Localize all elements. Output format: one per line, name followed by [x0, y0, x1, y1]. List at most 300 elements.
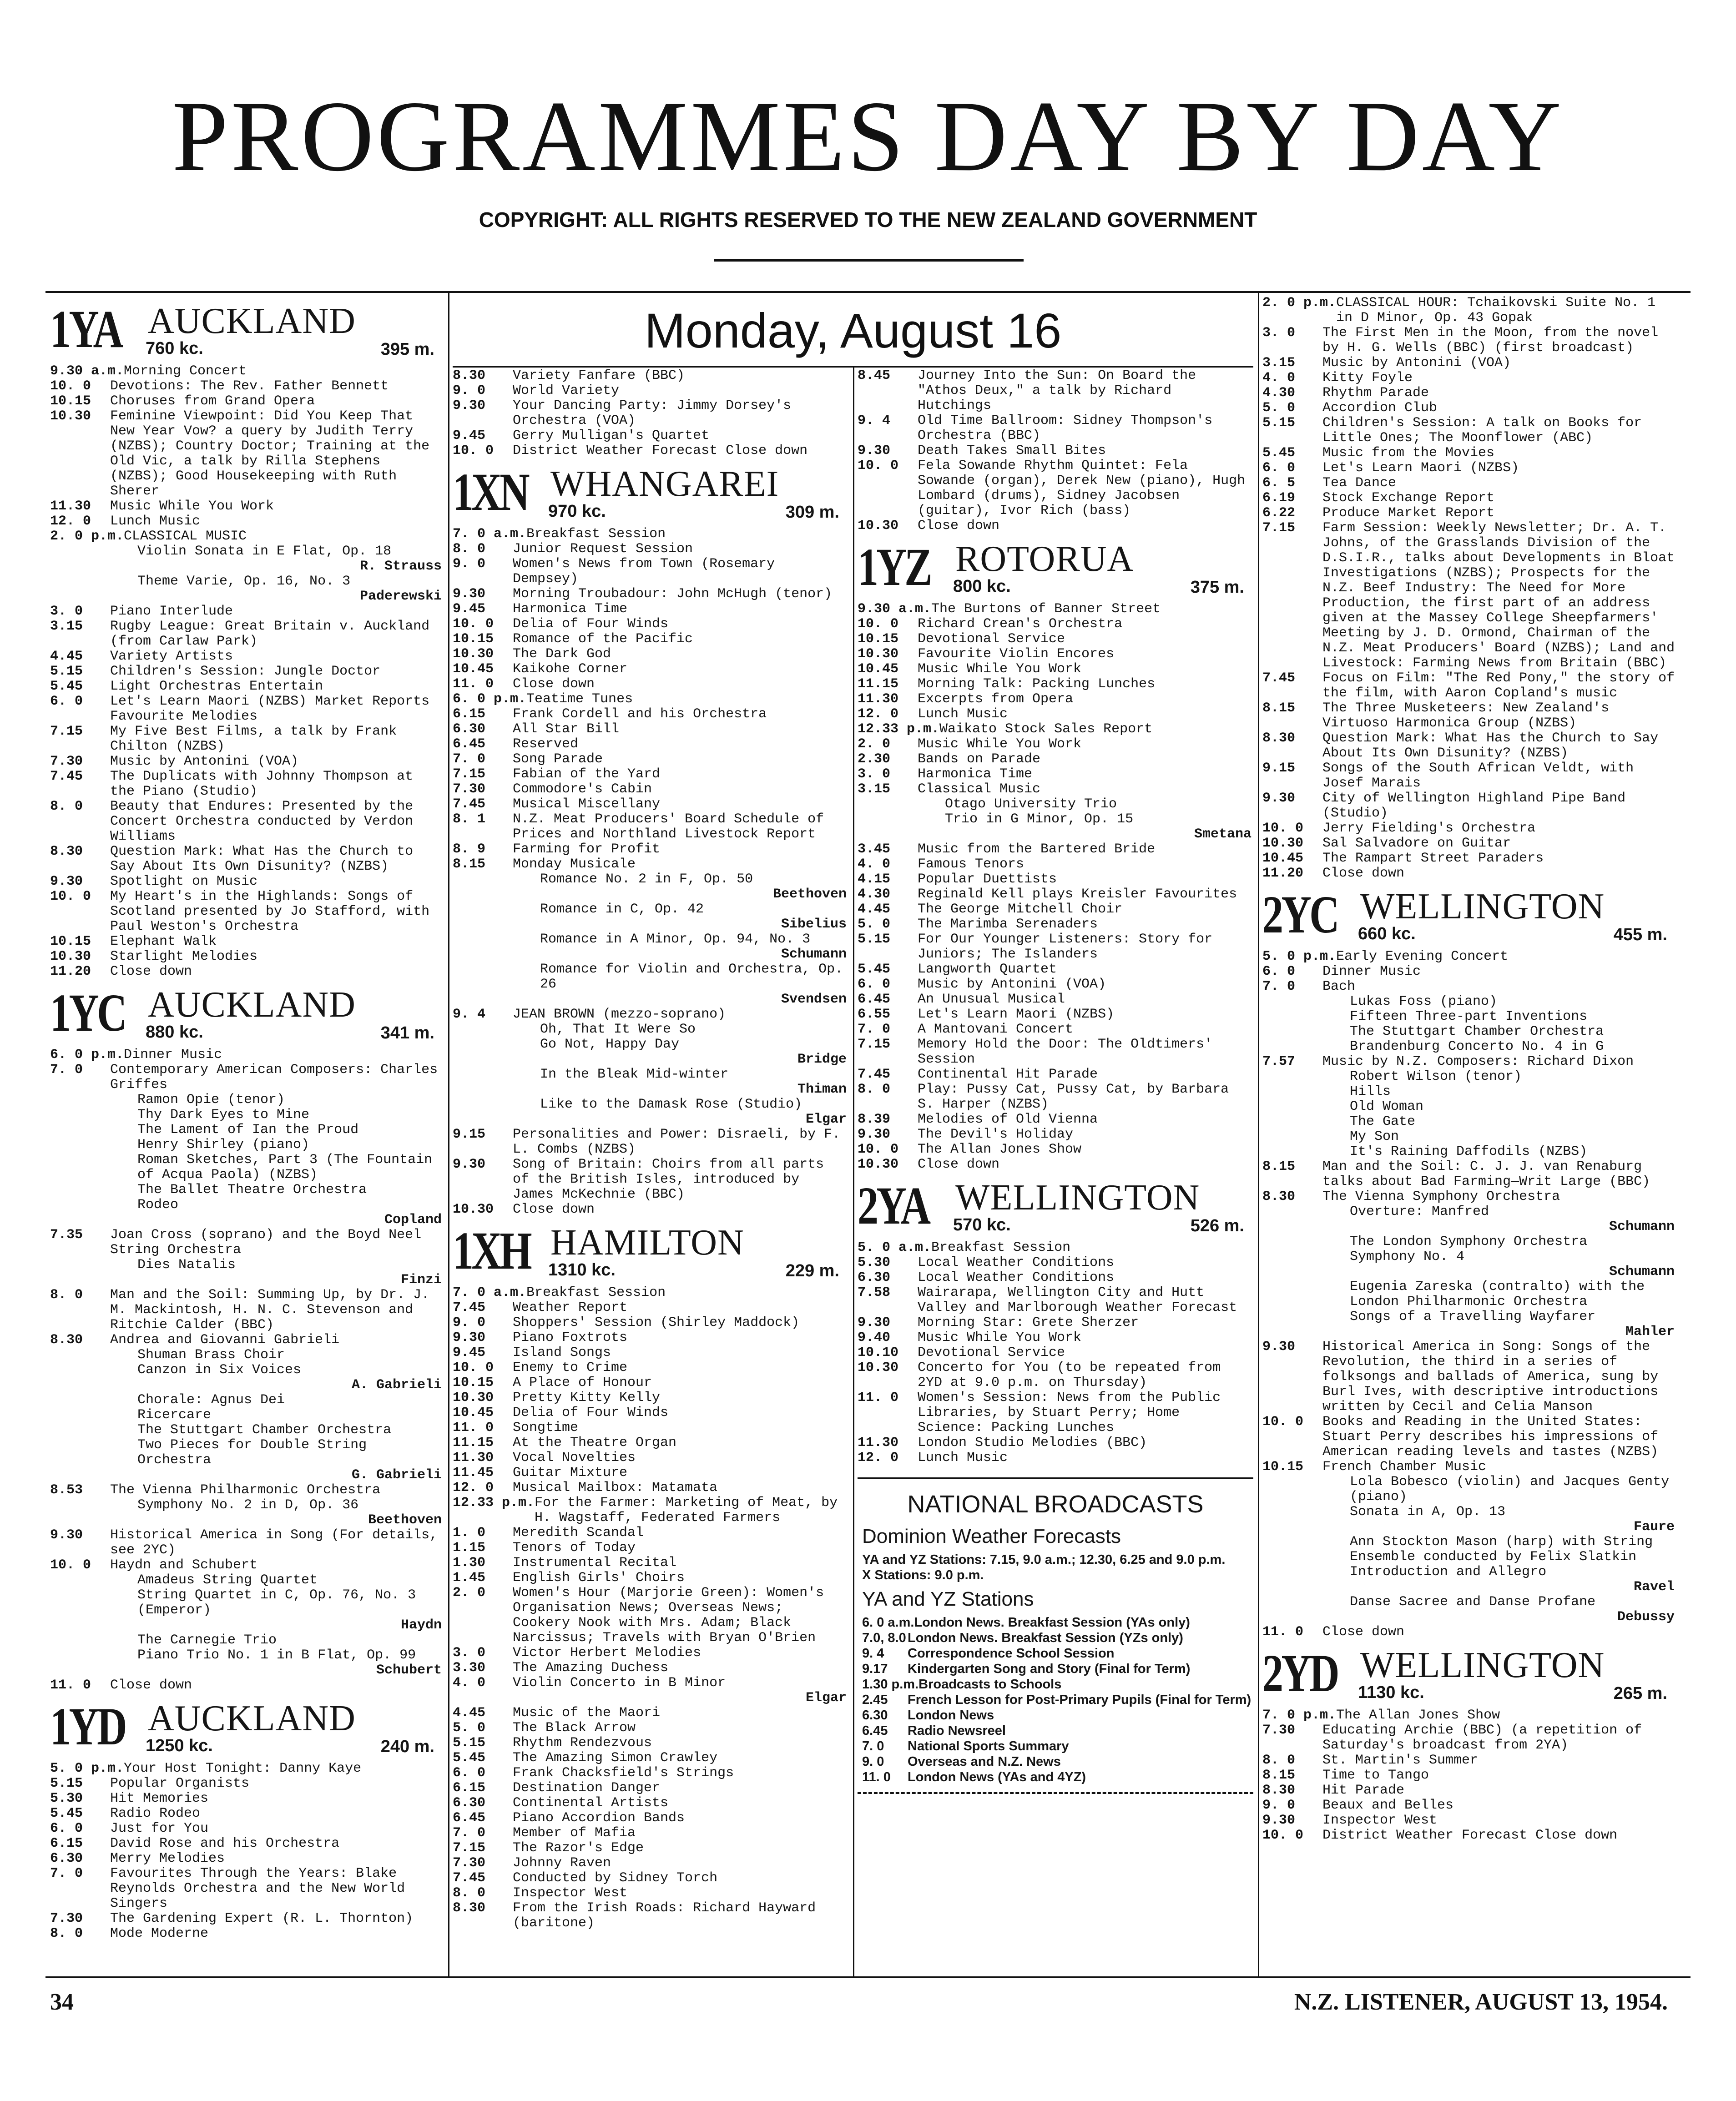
- programme-time: 6.30: [858, 1270, 891, 1285]
- station-wavelength: 526 m.: [1190, 1216, 1244, 1235]
- programme-time: 5.30: [50, 1791, 83, 1806]
- programme-time: 12. 0: [858, 706, 899, 722]
- programme-time: 10. 0: [50, 378, 91, 394]
- programme-title: Langworth Quartet: [918, 962, 1057, 977]
- programme-title: Let's Learn Maori (NZBS): [1322, 460, 1519, 476]
- programme-item: [453, 812, 848, 842]
- programme-item: [453, 1157, 848, 1202]
- programme-time: 10. 0: [858, 1142, 899, 1157]
- programme-item: [858, 842, 1253, 857]
- programme-title: Historical America in Song (For details, see 2YC): [110, 1527, 438, 1558]
- programme-title: Old Woman: [1350, 1099, 1424, 1114]
- programme-title: The Amazing Duchess: [513, 1660, 669, 1676]
- programme-item: [1262, 1159, 1676, 1189]
- programme-item: [858, 413, 1253, 443]
- programme-item: [453, 1586, 848, 1646]
- programme-title: Musical Miscellany: [513, 796, 661, 812]
- programme-title: Light Orchestras Entertain: [110, 679, 323, 694]
- programme-time: 11. 0: [1262, 1624, 1304, 1640]
- programme-title: Wairarapa, Wellington City and Hutt Valley and Marlborough Weather Forecast: [918, 1285, 1237, 1315]
- programme-item: [1262, 1009, 1676, 1024]
- station-city: AUCKLAND: [148, 1698, 356, 1738]
- programme-time: 5.30: [858, 1255, 891, 1270]
- programme-item: [1262, 1625, 1676, 1640]
- programme-item: [858, 977, 1253, 992]
- programme-title: Danse Sacree and Danse Profane: [1350, 1594, 1596, 1610]
- programme-item: [1262, 1054, 1676, 1069]
- programme-time: 10. 0: [1262, 1414, 1304, 1430]
- programme-time: 10.30: [858, 1360, 899, 1375]
- programme-item: [453, 962, 848, 992]
- programme-item: [858, 722, 1253, 737]
- programme-item: [453, 368, 848, 383]
- programme-item: [50, 379, 444, 394]
- programme-item: [453, 662, 848, 677]
- station-call-sign: 2YD: [1262, 1643, 1337, 1703]
- programme-time: 5. 0 p.m.: [50, 1761, 124, 1776]
- programme-title: Rodeo: [137, 1197, 179, 1213]
- programme-item: [50, 574, 444, 589]
- programme-title: For the Farmer: Marketing of Meat, by H. Wagstaff, Federated Farmers: [535, 1495, 838, 1526]
- programme-time: 6.15: [50, 1836, 83, 1851]
- programme-time: 2. 0 p.m.: [50, 529, 124, 544]
- programme-title: Correspondence School Session: [908, 1646, 1115, 1661]
- station-header: [453, 1222, 848, 1282]
- programme-item: [1262, 979, 1676, 994]
- programme-time: 6. 0 p.m.: [50, 1047, 124, 1063]
- programme-item: [858, 1391, 1253, 1436]
- programme-item: [1262, 371, 1676, 386]
- programme-time: 7.15: [50, 724, 83, 739]
- programme-item: [1262, 296, 1676, 326]
- programme-time: 10.30: [858, 1157, 899, 1172]
- programme-item: [50, 1093, 444, 1108]
- programme-item: [453, 1496, 848, 1526]
- programme-title: Variety Fanfare (BBC): [513, 368, 685, 383]
- programme-title: Conducted by Sidney Torch: [513, 1870, 718, 1886]
- programme-title: An Unusual Musical: [918, 992, 1065, 1007]
- programme-time: 11.15: [858, 676, 899, 692]
- programme-item: [50, 889, 444, 934]
- programme-item: [453, 527, 848, 542]
- programme-item: [858, 1285, 1253, 1315]
- programme-item: [50, 1228, 444, 1258]
- programme-item: [50, 724, 444, 754]
- programme-time: 10.30: [453, 1202, 494, 1217]
- programme-title: French Lesson for Post-Primary Pupils (Final for Term): [908, 1693, 1252, 1707]
- programme-item: [1262, 446, 1676, 461]
- programme-time: 9.30 a.m.: [858, 601, 932, 617]
- programme-time: 3. 0: [50, 604, 83, 619]
- programme-time: 7.0, 8.0: [862, 1631, 906, 1645]
- programme-title: The Burtons of Banner Street: [931, 601, 1161, 617]
- programme-item: [858, 1112, 1253, 1127]
- programme-item: [858, 443, 1253, 458]
- programme-title: Women's News from Town (Rosemary Dempsey): [513, 556, 775, 587]
- programme-item: [858, 1270, 1253, 1285]
- programme-item: [453, 1345, 848, 1360]
- programme-item: [453, 1556, 848, 1571]
- programme-time: 5. 0: [1262, 400, 1296, 416]
- day-heading: Monday, August 16: [644, 303, 1062, 358]
- programme-item: [858, 617, 1253, 632]
- programme-time: 7.45: [50, 769, 83, 784]
- programme-title: Educating Archie (BBC) (a repetition of Saturday's broadcast from 2YA): [1322, 1723, 1642, 1753]
- programme-item: [858, 707, 1253, 722]
- programme-time: 11. 0: [858, 1390, 899, 1406]
- programme-time: 9. 0: [1262, 1798, 1296, 1813]
- programme-time: 1. 0: [453, 1525, 486, 1541]
- programme-time: 9. 0: [453, 556, 486, 572]
- programme-item: [1262, 326, 1676, 356]
- programme-time: 11.30: [50, 499, 91, 514]
- weather-forecasts-heading: Dominion Weather Forecasts: [862, 1525, 1121, 1547]
- programme-item: [1262, 821, 1676, 836]
- station-frequency: 760 kc.: [146, 339, 203, 358]
- programme-title: Instrumental Recital: [513, 1555, 677, 1571]
- programme-title: Let's Learn Maori (NZBS) Market Reports Favourite Melodies: [110, 694, 430, 724]
- programme-time: 7.30: [1262, 1723, 1296, 1738]
- programme-item: [1262, 386, 1676, 401]
- programme-item: [50, 1048, 444, 1063]
- programme-title: Gerry Mulligan's Quartet: [513, 428, 710, 443]
- programme-item: [453, 557, 848, 587]
- programme-title: Contemporary American Composers: Charles Griffes: [110, 1062, 438, 1093]
- programme-title: Early Evening Concert: [1336, 949, 1509, 964]
- page-title: PROGRAMMES DAY BY DAY: [172, 81, 1564, 192]
- programme-item: [50, 1153, 444, 1183]
- station-header: [858, 1177, 1253, 1237]
- programme-item: [453, 737, 848, 752]
- programme-time: 2.30: [858, 751, 891, 767]
- programme-title: Guitar Mixture: [513, 1465, 628, 1481]
- programme-title: Musical Mailbox: Matamata: [513, 1480, 718, 1496]
- programme-title: French Chamber Music: [1322, 1459, 1487, 1475]
- programme-title: From the Irish Roads: Richard Hayward (baritone): [513, 1900, 816, 1931]
- programme-item: [50, 529, 444, 544]
- programme-title: Classical Music: [918, 781, 1041, 797]
- programme-title: Tea Dance: [1322, 475, 1397, 491]
- programme-title: Spotlight on Music: [110, 874, 258, 889]
- programme-time: 3.45: [858, 841, 891, 857]
- programme-title: Destination Danger: [513, 1780, 661, 1796]
- programme-item: [1262, 701, 1676, 731]
- programme-title: Local Weather Conditions: [918, 1255, 1115, 1270]
- programme-time: 8. 0: [453, 1885, 486, 1901]
- composer-credit: Schumann: [1609, 1219, 1675, 1234]
- programme-item: [1262, 1535, 1676, 1565]
- station-header: [50, 1698, 444, 1758]
- programme-item: [453, 1886, 848, 1901]
- programme-item: [1262, 1340, 1676, 1415]
- programme-title: Reginald Kell plays Kreisler Favourites: [918, 887, 1237, 902]
- station-call-sign: 1YD: [50, 1697, 125, 1756]
- programme-time: 2. 0: [858, 736, 891, 752]
- programme-item: [50, 1558, 444, 1573]
- composer-credit: Thiman: [797, 1082, 847, 1097]
- programme-title: Music While You Work: [110, 499, 274, 514]
- programme-time: 4.30: [1262, 385, 1296, 401]
- programme-title: Lola Bobesco (violin) and Jacques Genty (piano): [1350, 1474, 1670, 1505]
- programme-title: The Carnegie Trio: [137, 1632, 277, 1648]
- programme-time: 6. 0: [1262, 460, 1296, 476]
- composer-credit: Copland: [384, 1212, 442, 1228]
- programme-item: [453, 647, 848, 662]
- programme-item: [858, 647, 1253, 662]
- programme-time: 5.15: [858, 932, 891, 947]
- programme-time: 10.30: [858, 518, 899, 534]
- programme-item: [453, 1037, 848, 1052]
- station-call-sign: 1YC: [50, 983, 125, 1043]
- programme-time: 6. 0: [50, 1821, 83, 1836]
- programme-item: [50, 679, 444, 694]
- programme-time: 6. 0: [453, 1765, 486, 1781]
- programme-title: The Razor's Edge: [513, 1840, 644, 1856]
- programme-title: City of Wellington Highland Pipe Band (Studio): [1322, 791, 1626, 821]
- programme-title: Junior Request Session: [513, 541, 693, 557]
- programme-time: 12. 0: [453, 1480, 494, 1496]
- programme-time: 1.30: [453, 1555, 486, 1571]
- programme-title: World Variety: [513, 383, 620, 398]
- programme-time: 5.45: [453, 1750, 486, 1766]
- programme-title: The Marimba Serenaders: [918, 917, 1098, 932]
- national-item: [858, 1615, 1253, 1630]
- programme-time: 6.45: [858, 992, 891, 1007]
- programme-title: Fabian of the Yard: [513, 766, 661, 782]
- programme-title: The Gate: [1350, 1114, 1416, 1129]
- programme-time: 11.45: [453, 1465, 494, 1481]
- programme-title: CLASSICAL MUSIC: [124, 529, 247, 544]
- programme-item: [50, 1791, 444, 1806]
- programme-title: Waikato Stock Sales Report: [939, 721, 1153, 737]
- programme-time: 1.30 p.m.: [862, 1677, 919, 1692]
- programme-title: The Stuttgart Chamber Orchestra: [137, 1422, 392, 1438]
- programme-time: 9.30: [50, 874, 83, 889]
- programme-title: Bach: [1322, 979, 1356, 994]
- programme-item: [453, 1826, 848, 1841]
- programme-title: Favourites Through the Years: Blake Reynolds Orchestra and the New World Singers: [110, 1866, 405, 1911]
- programme-title: The Devil's Holiday: [918, 1127, 1074, 1142]
- composer-credit: G. Gabrieli: [351, 1467, 442, 1483]
- programme-time: 7.15: [858, 1037, 891, 1052]
- programme-title: A Place of Honour: [513, 1375, 652, 1391]
- programme-item: [858, 917, 1253, 932]
- programme-item: [50, 799, 444, 844]
- programme-item: [50, 934, 444, 949]
- programme-time: 9.30: [453, 1157, 486, 1172]
- programme-title: Fela Sowande Rhythm Quintet: Fela Sowande (organ), Derek New (piano), Hugh Lombard (drums), Sidney Jacobsen (guitar), Ivor Rich (bass): [918, 458, 1246, 519]
- programme-item: [858, 1022, 1253, 1037]
- copyright-notice: COPYRIGHT: ALL RIGHTS RESERVED TO THE NEW ZEALAND GOVERNMENT: [479, 208, 1257, 232]
- programme-item: [858, 752, 1253, 767]
- programme-item: [50, 1528, 444, 1558]
- programme-title: Stock Exchange Report: [1322, 490, 1495, 506]
- programme-title: Kaikohe Corner: [513, 661, 628, 677]
- programme-item: [50, 364, 444, 379]
- programme-item: [453, 1766, 848, 1781]
- programme-time: 10.10: [858, 1345, 899, 1360]
- masthead-rule: [714, 259, 1024, 262]
- programme-title: Commodore's Cabin: [513, 781, 652, 797]
- programme-item: [1262, 416, 1676, 446]
- programme-title: Continental Artists: [513, 1795, 669, 1811]
- programme-time: 10. 0: [1262, 821, 1304, 836]
- programme-title: Man and the Soil: C. J. J. van Renaburg talks about Bad Farming—Writ Large (BBC): [1322, 1159, 1650, 1189]
- programme-item: [1262, 1280, 1676, 1310]
- programme-time: 8. 0: [453, 541, 486, 557]
- column-rule: [853, 366, 854, 1976]
- programme-time: 7.15: [1262, 520, 1296, 536]
- programme-item: [50, 1821, 444, 1836]
- programme-title: Hills: [1350, 1084, 1391, 1099]
- programme-time: 5. 0 p.m.: [1262, 949, 1337, 964]
- programme-item: [1262, 1024, 1676, 1039]
- programme-item: [50, 409, 444, 499]
- programme-time: 7.45: [858, 1067, 891, 1082]
- programme-item: [453, 383, 848, 398]
- programme-title: String Quartet in C, Op. 76, No. 3 (Emperor): [137, 1587, 416, 1618]
- programme-title: Andrea and Giovanni Gabrieli: [110, 1332, 340, 1348]
- programme-item: [50, 844, 444, 874]
- programme-title: Close down: [513, 676, 595, 692]
- programme-time: 9.30: [1262, 1813, 1296, 1828]
- programme-item: [858, 1082, 1253, 1112]
- programme-time: 9. 4: [862, 1646, 884, 1661]
- programme-title: A Mantovani Concert: [918, 1022, 1074, 1037]
- programme-title: Monday Musicale: [513, 857, 636, 872]
- programme-time: 2. 0 p.m.: [1262, 296, 1337, 311]
- programme-title: Jerry Fielding's Orchestra: [1322, 821, 1536, 836]
- programme-title: Inspector West: [513, 1885, 628, 1901]
- programme-item: [453, 1436, 848, 1451]
- programme-item: [1262, 1505, 1676, 1520]
- programme-item: [858, 857, 1253, 872]
- composer-credit: Ravel: [1633, 1579, 1675, 1595]
- programme-item: [453, 872, 848, 887]
- programme-time: 10.15: [453, 1375, 494, 1391]
- composer-credit: Smetana: [1194, 826, 1252, 842]
- programme-item: [50, 754, 444, 769]
- programme-time: 11.30: [453, 1450, 494, 1466]
- programme-time: 10.30: [50, 949, 91, 964]
- programme-title: The Duplicats with Johnny Thompson at the Piano (Studio): [110, 769, 414, 799]
- programme-time: 6. 0 a.m.: [862, 1615, 914, 1630]
- programme-title: Women's Hour (Marjorie Green): Women's Organisation News; Overseas News; Cookery Nook with Mrs. Adam; Black Narcissus; Travels with Bryan O'Brien: [513, 1585, 824, 1646]
- programme-title: My Heart's in the Highlands: Songs of Scotland presented by Jo Stafford, with Paul Weston's Orchestra: [110, 889, 430, 934]
- programme-item: [453, 632, 848, 647]
- programme-title: It's Raining Daffodils (NZBS): [1350, 1144, 1588, 1159]
- programme-title: Local Weather Conditions: [918, 1270, 1115, 1285]
- programme-title: Question Mark: What Has the Church to Say About Its Own Disunity? (NZBS): [110, 844, 414, 874]
- programme-item: [453, 1007, 848, 1022]
- programme-time: 8.15: [1262, 700, 1296, 716]
- programme-item: [858, 677, 1253, 692]
- programme-title: The Gardening Expert (R. L. Thornton): [110, 1911, 414, 1926]
- programme-item: [858, 737, 1253, 752]
- programme-title: Close down: [918, 1157, 1000, 1172]
- station-city: HAMILTON: [550, 1223, 744, 1263]
- programme-time: 10.15: [50, 393, 91, 409]
- programme-item: [453, 443, 848, 458]
- programme-title: Delia of Four Winds: [513, 1405, 669, 1421]
- programme-title: N.Z. Meat Producers' Board Schedule of Prices and Northland Livestock Report: [513, 811, 824, 842]
- programme-item: [453, 1811, 848, 1826]
- programme-item: [50, 1678, 444, 1693]
- programme-item: [453, 722, 848, 737]
- station-call-sign: 1YA: [50, 299, 121, 359]
- programme-time: 7.35: [50, 1227, 83, 1243]
- programme-title: All Star Bill: [513, 721, 620, 737]
- programme-item: [858, 1007, 1253, 1022]
- programme-item: [453, 782, 848, 797]
- programme-item: [858, 1451, 1253, 1466]
- programme-item: [453, 1661, 848, 1676]
- programme-item: [858, 1157, 1253, 1172]
- programme-item: [50, 1198, 444, 1213]
- programme-item: [50, 1588, 444, 1618]
- programme-time: 6. 0: [858, 977, 891, 992]
- programme-title: Teatime Tunes: [526, 691, 633, 707]
- national-item: [858, 1738, 1253, 1754]
- programme-time: 9. 0: [862, 1754, 884, 1769]
- programme-item: [50, 1761, 444, 1776]
- station-header: [50, 984, 444, 1044]
- programme-title: Journey Into the Sun: On Board the "Athos Deux," a talk by Richard Hutchings: [918, 368, 1196, 413]
- programme-title: Personalities and Power: Disraeli, by F. L. Combs (NZBS): [513, 1127, 841, 1157]
- programme-title: Piano Interlude: [110, 604, 233, 619]
- programme-title: Ann Stockton Mason (harp) with String Ensemble conducted by Felix Slatkin: [1350, 1534, 1653, 1565]
- programme-title: The Vienna Symphony Orchestra: [1322, 1189, 1560, 1204]
- programme-title: Death Takes Small Bites: [918, 443, 1106, 458]
- programme-title: Delia of Four Winds: [513, 616, 669, 632]
- programme-title: Hit Parade: [1322, 1783, 1405, 1798]
- programme-item: [453, 1706, 848, 1721]
- programme-title: Rugby League: Great Britain v. Auckland (from Carlaw Park): [110, 619, 430, 649]
- programme-item: [858, 962, 1253, 977]
- programme-item: [50, 1423, 444, 1438]
- programme-title: Dinner Music: [1322, 964, 1421, 979]
- programme-title: Close down: [110, 964, 192, 979]
- programme-title: London Studio Melodies (BBC): [918, 1435, 1147, 1451]
- programme-title: Oh, That It Were So: [540, 1022, 696, 1037]
- programme-item: [50, 769, 444, 799]
- programme-item: [453, 1856, 848, 1871]
- programme-column-2: [453, 368, 848, 1974]
- programme-title: Meredith Scandal: [513, 1525, 644, 1541]
- station-call-sign: 2YC: [1262, 885, 1337, 944]
- programme-title: Lunch Music: [918, 1450, 1008, 1466]
- composer-credit: Mahler: [1625, 1324, 1675, 1340]
- programme-item: [50, 1363, 444, 1378]
- programme-title: Music from the Bartered Bride: [918, 841, 1156, 857]
- programme-title: Roman Sketches, Part 3 (The Fountain of Acqua Paola) (NZBS): [137, 1152, 433, 1183]
- programme-title: David Rose and his Orchestra: [110, 1836, 340, 1851]
- programme-time: 1.15: [453, 1540, 486, 1556]
- programme-time: 9.45: [453, 428, 486, 443]
- composer-credit: Debussy: [1617, 1609, 1675, 1625]
- station-frequency: 1250 kc.: [146, 1736, 213, 1755]
- programme-item: [1262, 1798, 1676, 1813]
- programme-item: [50, 1408, 444, 1423]
- programme-time: 6. 0: [1262, 964, 1296, 979]
- programme-item: [453, 1300, 848, 1315]
- programme-time: 8. 0: [858, 1082, 891, 1097]
- programme-title: Dinner Music: [124, 1047, 222, 1063]
- programme-title: Close down: [1322, 866, 1405, 881]
- programme-item: [1262, 401, 1676, 416]
- programme-time: 5. 0: [453, 1720, 486, 1736]
- station-frequency: 1130 kc.: [1358, 1683, 1424, 1702]
